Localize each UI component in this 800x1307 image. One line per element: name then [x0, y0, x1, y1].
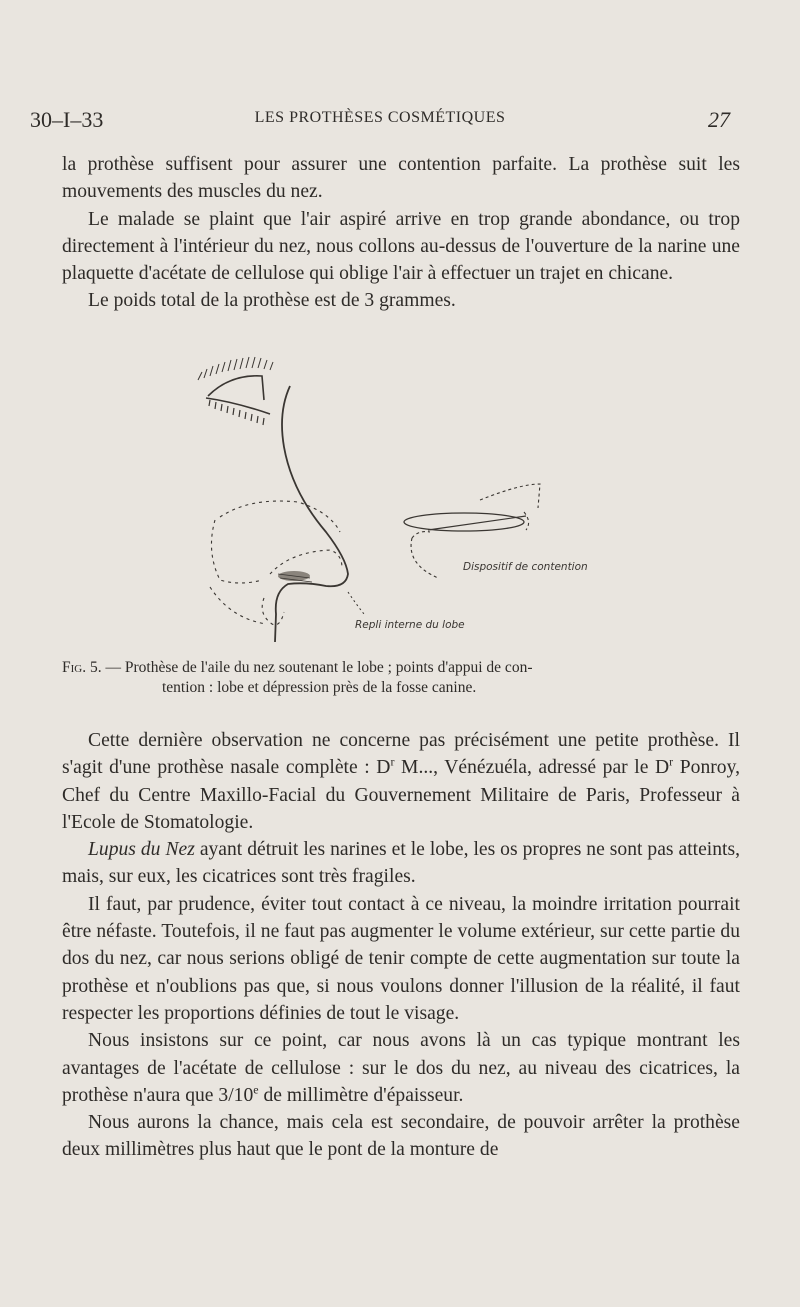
paragraph [62, 1027, 740, 1109]
header-date: 30–I–33 [30, 107, 104, 132]
text-run: Cette dernière observation ne concerne pas précisément une petite prothèse. Il s'agit d'une prothèse nasale complète : D [62, 730, 740, 779]
text-run: ayant détruit les narines et le lobe, les os propres ne sont pas atteints, mais, sur eux, les cicatrices sont très fragiles. [62, 839, 740, 888]
superscript: r [390, 754, 395, 769]
paragraph [62, 836, 740, 891]
figure-caption [62, 658, 740, 698]
italic-term: Lupus du Nez [88, 839, 195, 861]
paragraph: Il faut, par prudence, éviter tout contact à ce niveau, la moindre irritation pourrait être néfaste. Toutefois, il ne faut pas augmenter le volume extérieur, sur cette partie du dos du nez, car nous serions obligé de tenir compte de cette augmentation sur toute la prothèse et n'oublions pas que, si nous voulons donner l'illusion de la réalité, il faut respecter les proportions définies de tout le visage. [62, 893, 740, 1024]
paragraph [62, 727, 740, 836]
superscript: r [669, 754, 674, 769]
label-device: Dispositif de contention [463, 561, 588, 573]
text-run: Ponroy, Chef du Centre Maxillo-Facial du Gouvernement Militaire de Paris, Professeur à l'Ecole de Stomatologie. [62, 757, 740, 833]
caption-figure-number: Fig. 5. [62, 659, 102, 676]
running-header [30, 107, 730, 135]
nose-prosthesis-drawing [180, 352, 650, 652]
paragraph: la prothèse suffisent pour assurer une contention parfaite. La prothèse suit les mouvements des muscles du nez. [62, 154, 740, 203]
header-title: LES PROTHÈSES COSMÉTIQUES [254, 109, 506, 126]
text-run: de millimètre d'épaisseur. [258, 1084, 464, 1106]
text-run: M..., Vénézuéla, adressé par le D [394, 757, 670, 779]
label-fold: Repli interne du lobe [355, 619, 465, 631]
figure-5-illustration [180, 352, 650, 652]
paragraph: Le malade se plaint que l'air aspiré arrive en trop grande abondance, ou trop directement à l'intérieur du nez, nous collons au-dessus de l'ouverture de la narine une plaquette d'acétate de cellulose qui oblige l'air à effectuer un trajet en chicane. [62, 208, 740, 285]
superscript: e [253, 1082, 259, 1097]
page-number: 27 [708, 107, 730, 132]
caption-line-2: tention : lobe et dépression près de la fosse canine. [162, 679, 477, 696]
paragraph: Nous aurons la chance, mais cela est secondaire, de pouvoir arrêter la prothèse deux millimètres plus haut que le pont de la monture de [62, 1112, 740, 1161]
bottom-text-block [62, 727, 740, 1164]
caption-line-1: — Prothèse de l'aile du nez soutenant le lobe ; points d'appui de con- [101, 659, 533, 676]
top-text-block [62, 151, 740, 315]
paragraph: Le poids total de la prothèse est de 3 grammes. [88, 290, 456, 312]
text-run: Nous insistons sur ce point, car nous avons là un cas typique montrant les avantages de l'acétate de cellulose : sur le dos du nez, au niveau des cicatrices, la prothèse n'aura que 3/10 [62, 1030, 740, 1106]
